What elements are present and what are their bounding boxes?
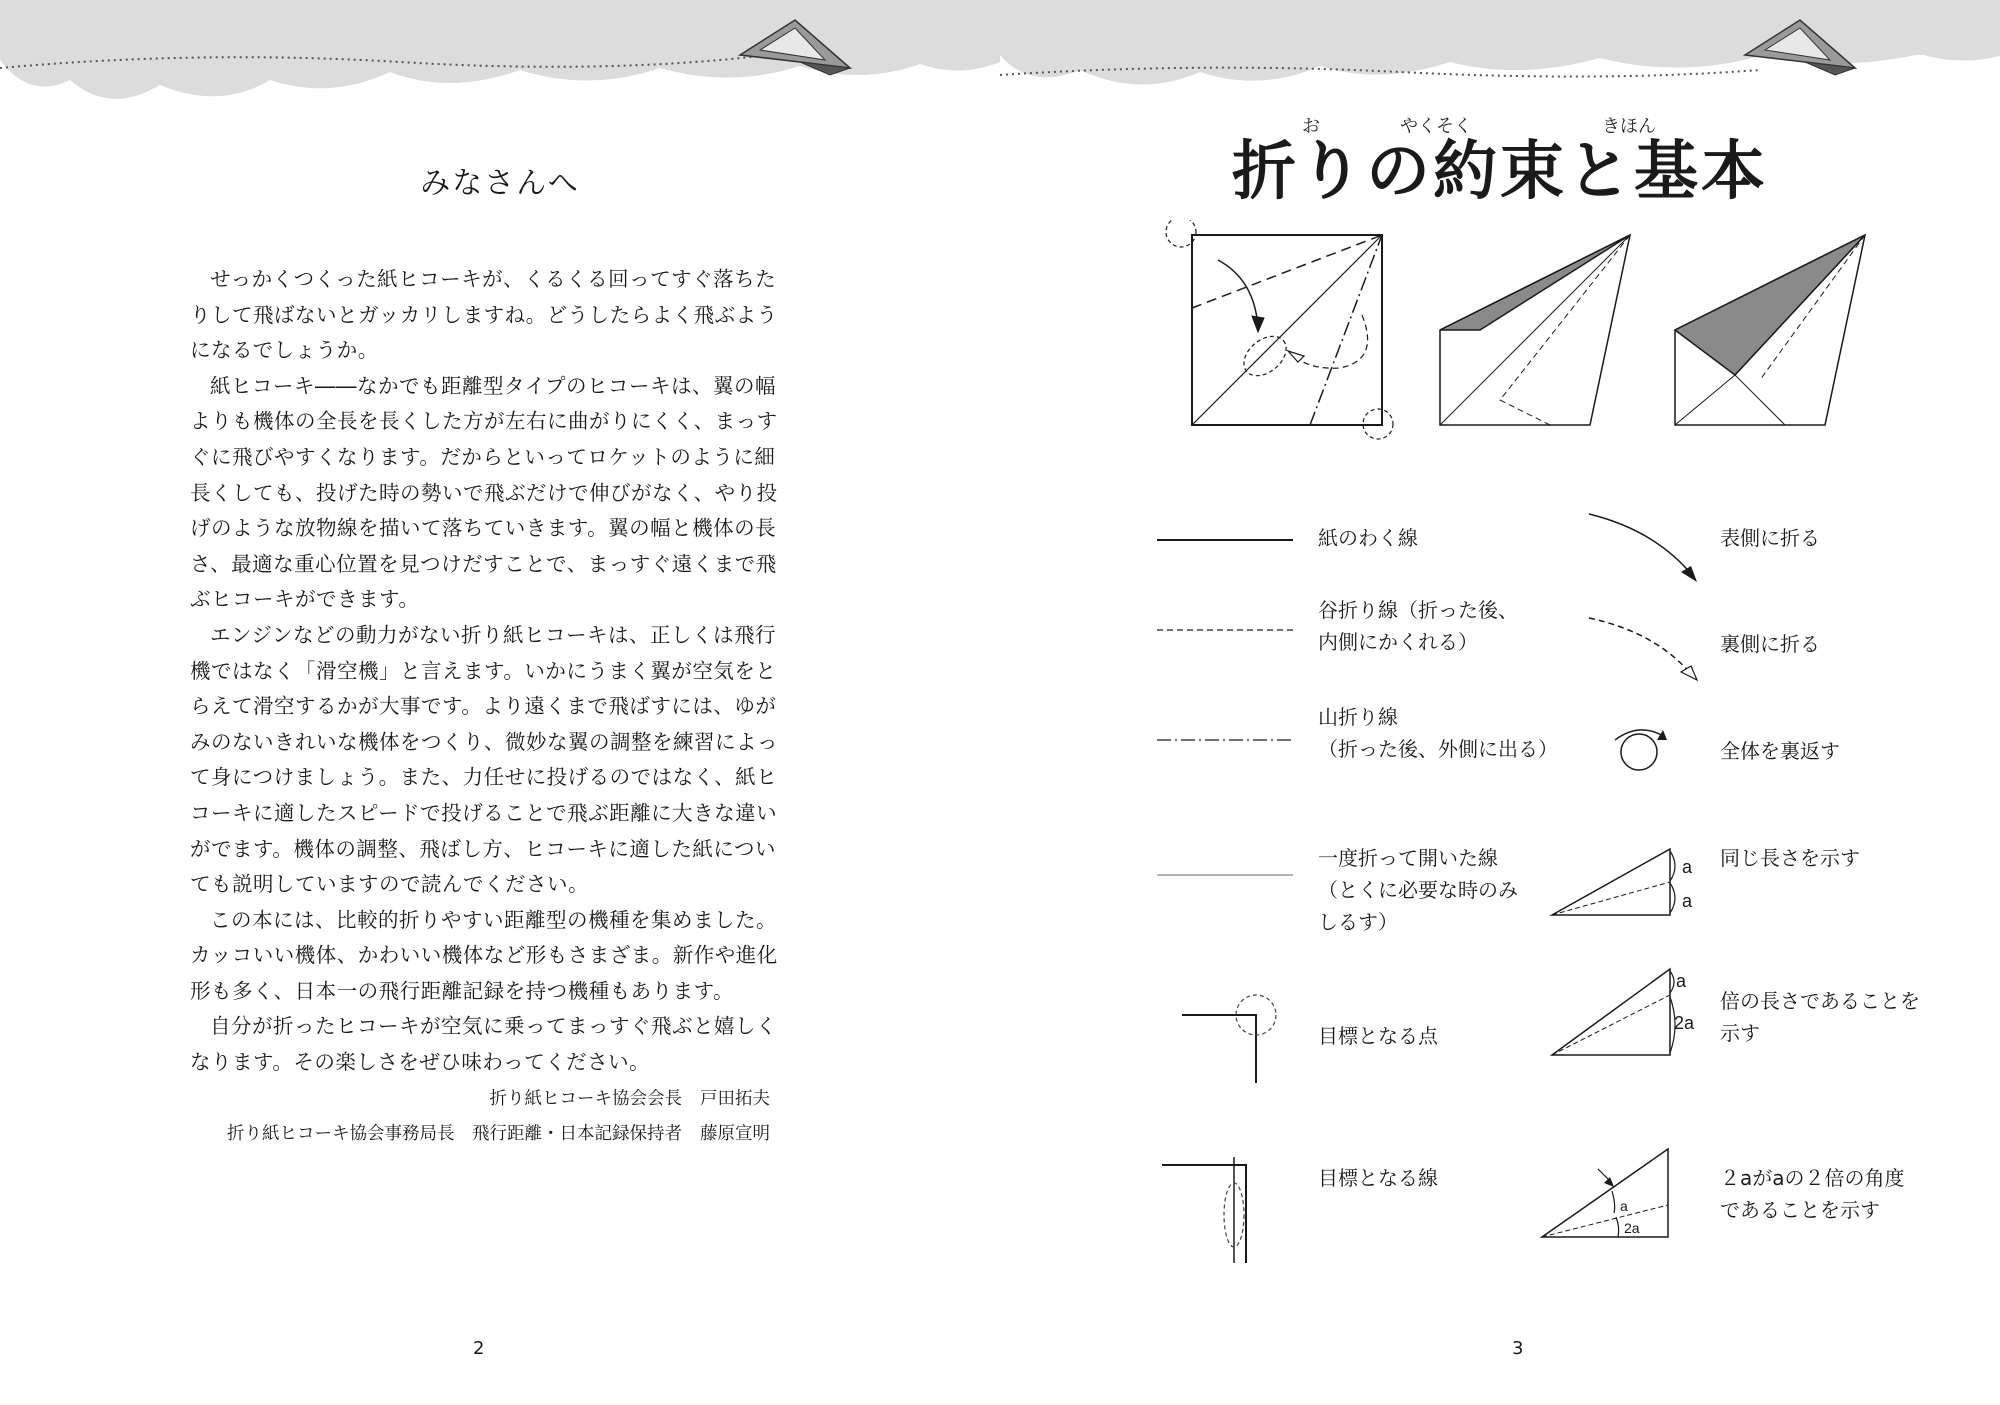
mark-a: a <box>1676 971 1687 991</box>
folded-diagram-1 <box>1440 235 1630 425</box>
mountain-fold-symbol <box>1155 725 1295 755</box>
mark-2a: 2a <box>1674 1013 1695 1033</box>
cloud-header <box>1000 0 2000 110</box>
title-furigana: お <box>1302 116 1320 137</box>
valley-fold-symbol <box>1155 615 1295 645</box>
fold-front-arrow-icon <box>1585 510 1705 590</box>
legend-label-crease-line: 一度折って開いた線 （とくに必要な時のみ しるす） <box>1318 846 1518 934</box>
legend-label-fold-back: 裏側に折る <box>1720 632 1820 656</box>
folding-example-diagrams <box>1160 220 1880 450</box>
signature-secretary <box>227 1120 770 1145</box>
frame-line-symbol <box>1155 525 1295 555</box>
double-angle-symbol <box>1538 1145 1678 1245</box>
target-point-symbol <box>1180 985 1280 1085</box>
page-number: 3 <box>1512 1338 1524 1359</box>
paragraph: 紙ヒコーキ――なかでも距離型タイプのヒコーキは、翼の幅よりも機体の全長を長くした方が左右に曲がりにくく、まっすぐに飛びやすくなります。だからといってロケットのように細長くしても、投げた時の勢いで飛ぶだけで伸びがなく、やり投げのような放物線を描いて落ちていきます。翼の幅と機体の長さ、最適な重心位置を見つけだすことで、まっすぐ遠くまで飛ぶヒコーキができます。 <box>190 373 778 612</box>
mark-a: a <box>1682 891 1693 911</box>
signature-president <box>490 1085 771 1110</box>
same-length-symbol <box>1548 845 1698 930</box>
legend-label-target-point: 目標となる点 <box>1318 1024 1438 1048</box>
page-number: 2 <box>473 1338 485 1359</box>
paragraph: 自分が折ったヒコーキが空気に乗ってまっすぐ飛ぶと嬉しくなります。その楽しさをぜひ味わってください。 <box>190 1014 777 1075</box>
legend-label-turn-over: 全体を裏返す <box>1720 739 1840 763</box>
mark-2a: 2a <box>1624 1220 1640 1236</box>
cloud-header <box>0 0 1000 110</box>
letter-body <box>190 262 780 1081</box>
target-line-symbol <box>1160 1155 1280 1265</box>
title-furigana: きほん <box>1602 116 1656 137</box>
legend-label-fold-front: 表側に折る <box>1720 526 1820 550</box>
legend-label-double-angle: ２aがaの２倍の角度 であることを示す <box>1720 1166 1905 1222</box>
right-page <box>1000 0 2000 1405</box>
letter-title: みなさんへ <box>420 166 580 201</box>
mark-a: a <box>1682 857 1693 877</box>
double-length-symbol <box>1548 965 1698 1065</box>
title-furigana: やくそく <box>1400 116 1472 137</box>
legend-label-double-length: 倍の長さであることを 示す <box>1720 989 1920 1045</box>
paragraph: この本には、比較的折りやすい距離型の機種を集めました。カッコいい機体、かわいい機体など形もさまざま。新作や進化形も多く、日本一の飛行距離記録を持つ機種もあります。 <box>190 907 778 1003</box>
signature-name: 戸田拓夫 <box>700 1089 770 1109</box>
page-title: 折りの約束と基本 <box>1232 135 1768 209</box>
signature-name: 藤原宣明 <box>700 1124 770 1144</box>
legend-label-target-line: 目標となる線 <box>1318 1166 1438 1190</box>
mark-a: a <box>1620 1198 1628 1214</box>
signature-role: 折り紙ヒコーキ協会事務局長 飛行距離・日本記録保持者 <box>227 1124 682 1144</box>
legend-label-frame-line: 紙のわく線 <box>1318 526 1418 550</box>
crease-line-symbol <box>1155 860 1295 890</box>
paragraph: せっかくつくった紙ヒコーキが、くるくる回ってすぐ落ちたりして飛ばないとガッカリしますね。どうしたらよく飛ぶようになるでしょうか。 <box>190 267 778 363</box>
legend-label-same-length: 同じ長さを示す <box>1720 846 1860 870</box>
turn-over-icon <box>1605 720 1685 780</box>
square-paper-diagram <box>1166 220 1393 439</box>
signature-role: 折り紙ヒコーキ協会会長 <box>489 1089 682 1109</box>
folded-diagram-2 <box>1675 235 1865 425</box>
paragraph: エンジンなどの動力がない折り紙ヒコーキは、正しくは飛行機ではなく「滑空機」と言えます。いかにうまく翼が空気をとらえて滑空するかが大事です。より遠くまで飛ばすには、ゆがみのないきれいな機体をつくり、微妙な翼の調整を練習によって身につけましょう。また、力任せに投げるのではなく、紙ヒコーキに適したスピードで投げることで飛ぶ距離に大きな違いがでます。機体の調整、飛ばし方、ヒコーキに適した紙についても説明していますので読んでください。 <box>190 622 778 897</box>
legend-label-valley-fold: 谷折り線（折った後、 内側にかくれる） <box>1318 598 1518 654</box>
fold-back-arrow-icon <box>1585 610 1705 690</box>
legend-label-mountain-fold: 山折り線 （折った後、外側に出る） <box>1318 705 1558 761</box>
